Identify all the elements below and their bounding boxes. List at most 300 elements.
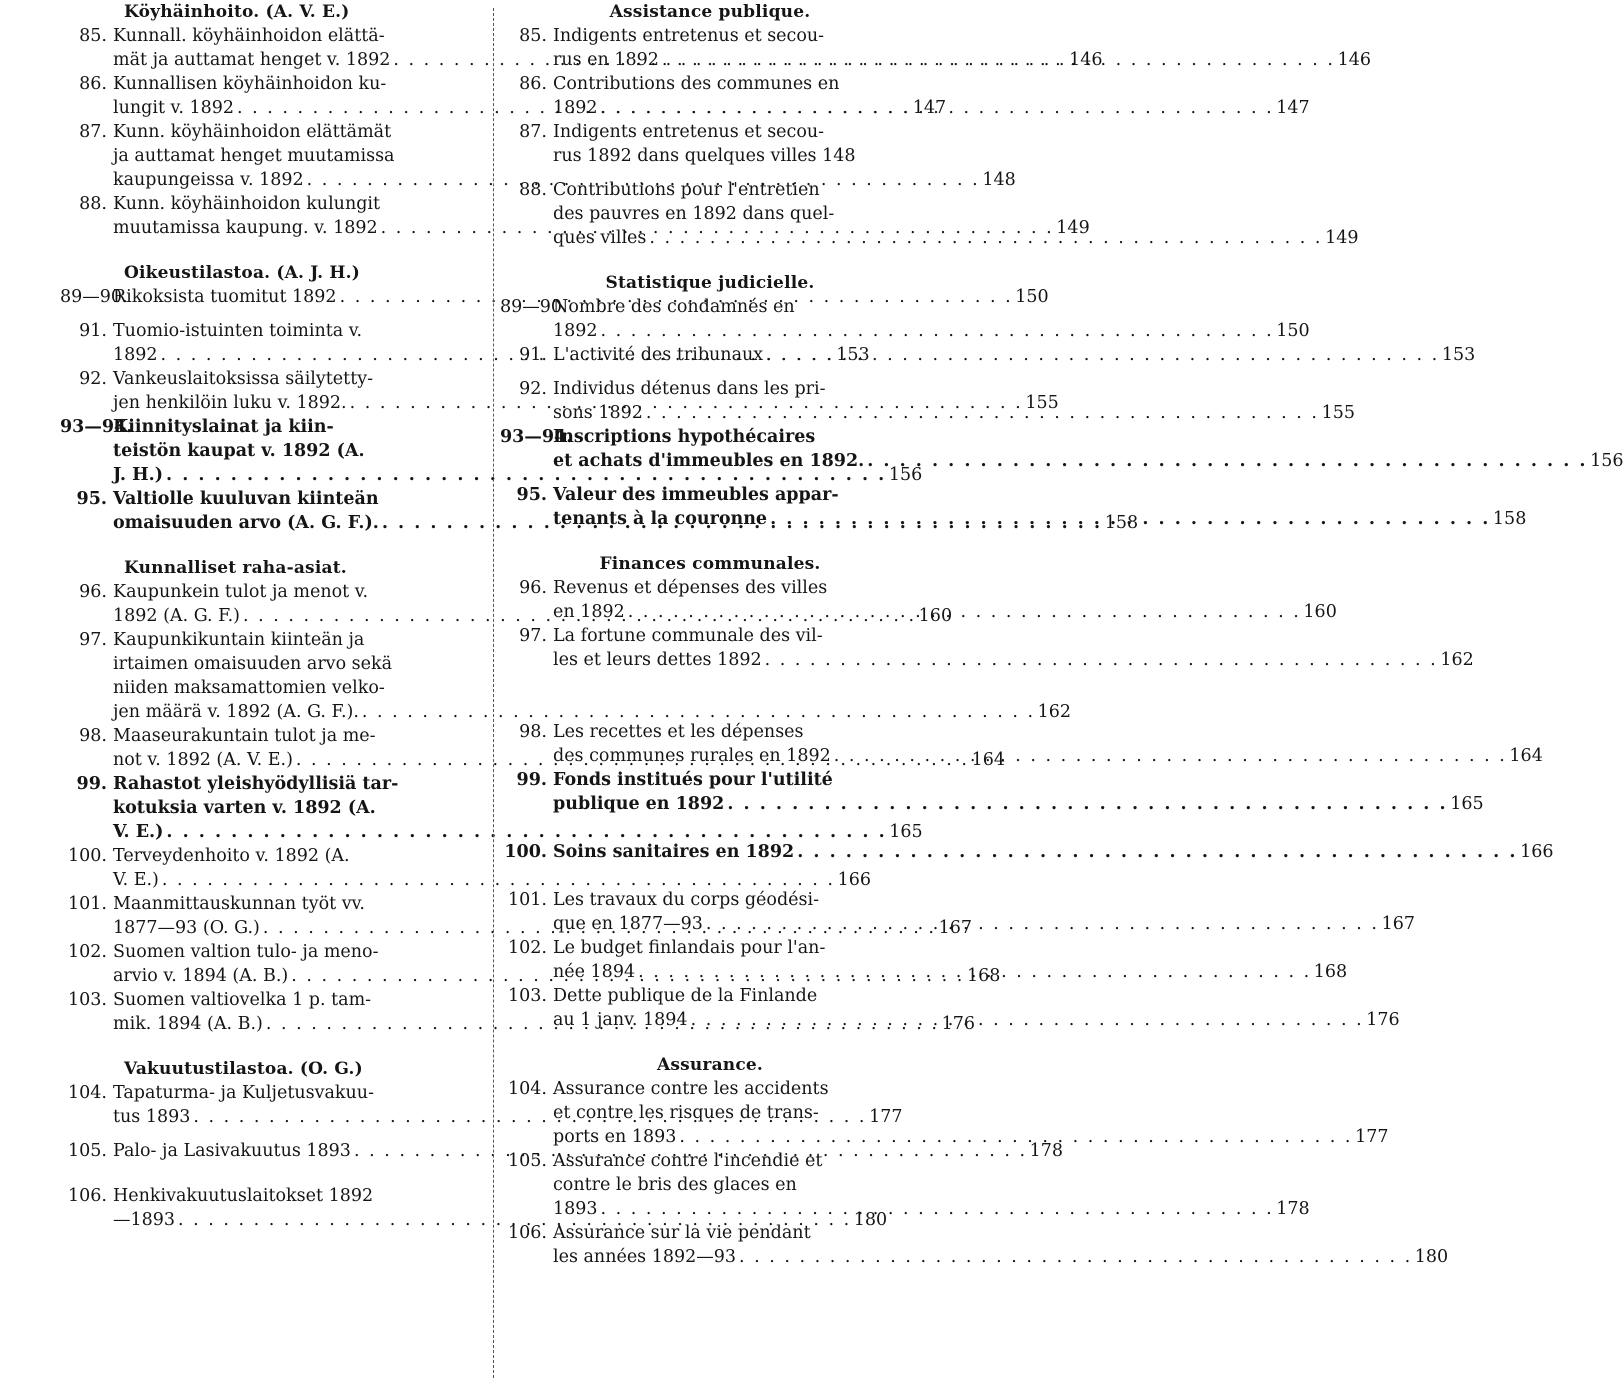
section-spacer: [500, 531, 920, 552]
entry-indent: [60, 1105, 113, 1129]
entry-number: 95.: [76, 489, 107, 509]
entry-text: des pauvres en 1892 dans quel-: [553, 204, 835, 224]
entry-line: [500, 912, 1415, 936]
page-number: 178: [1276, 1199, 1310, 1219]
entry-line: [60, 676, 490, 700]
entry-text: contre le bris des glaces en: [553, 1175, 797, 1195]
entry-number: 106.: [68, 1186, 107, 1206]
dot-leader: [598, 319, 1274, 343]
entry-indent: [500, 648, 553, 672]
section-spacer: [60, 1163, 490, 1184]
entry-indent: [500, 226, 553, 250]
entry-text: mik. 1894 (A. B.): [113, 1014, 263, 1034]
entry-number: 92.: [519, 379, 547, 399]
entry-text: Contributions pour l'entretien: [553, 180, 820, 200]
entry-line: [500, 960, 1348, 984]
entry-indent: [500, 1008, 553, 1032]
entry-text: Inscriptions hypothécaires: [553, 427, 816, 447]
entry-number: 99.: [516, 770, 547, 790]
section-spacer: [60, 1036, 490, 1057]
entry-line: [60, 940, 490, 964]
entry-line: [500, 449, 1624, 473]
entry-indent: [60, 868, 113, 892]
entry-number: 98.: [79, 726, 107, 746]
entry-text: Indigents entretenus et secou-: [553, 26, 825, 46]
entry-indent: [500, 144, 553, 168]
entry-text: niiden maksamattomien velko-: [113, 678, 385, 698]
entry-indent: [500, 1245, 553, 1269]
entry-text: Henkivakuutuslaitokset 1892: [113, 1186, 374, 1206]
entry-text: au 1 janv. 1894: [553, 1010, 688, 1030]
entry-indent: [500, 600, 553, 624]
entry-text: 1892 (A. G. F.): [113, 606, 240, 626]
entry-indent: [500, 744, 553, 768]
entry-line: [500, 936, 920, 960]
entry-text: J. H.): [113, 465, 164, 485]
entry-text: Suomen valtiovelka 1 p. tam-: [113, 990, 372, 1010]
section-heading: Köyhäinhoito. (A. V. E.): [124, 2, 350, 22]
entry-line: [500, 295, 920, 319]
entry-text: Terveydenhoito v. 1892 (A.: [113, 846, 350, 866]
entry-number: 98.: [519, 722, 547, 742]
entry-line: [60, 367, 490, 391]
blank-line: [500, 672, 920, 696]
page-number: 180: [853, 1210, 888, 1230]
index-entry: [500, 343, 1476, 367]
blank-line: [500, 696, 920, 720]
entry-indent: [60, 916, 113, 940]
entry-number: 101.: [68, 894, 107, 914]
blank-line: [500, 864, 920, 888]
entry-line: [500, 483, 920, 507]
dot-leader: [659, 48, 1335, 72]
page-number: 160: [1303, 602, 1337, 622]
entry-line: [500, 720, 920, 744]
entry-text: Maaseurakuntain tulot ja me-: [113, 726, 376, 746]
entry-indent: [500, 96, 553, 120]
entry-text: Dette publique de la Finlande: [553, 986, 818, 1006]
entry-number: 105.: [68, 1141, 107, 1161]
index-entry: [500, 295, 1310, 343]
entry-line: [60, 439, 490, 463]
entry-text: mät ja auttamat henget v. 1892: [113, 50, 391, 70]
blank-line: [500, 816, 920, 840]
entry-text: des communes rurales en 1892: [553, 746, 831, 766]
entry-line: [500, 48, 1371, 72]
entry-text: Le budget finlandais pour l'an-: [553, 938, 826, 958]
index-entry: [500, 1077, 1389, 1149]
dot-leader: [736, 1245, 1412, 1269]
index-entry: [500, 120, 920, 168]
entry-text: ja auttamat henget muutamissa: [113, 146, 395, 166]
page-number: 164: [1509, 746, 1543, 766]
entry-text: Valeur des immeubles appar-: [553, 485, 839, 505]
entry-text: ports en 1893: [553, 1127, 677, 1147]
entry-text: Maanmittauskunnan työt vv.: [113, 894, 365, 914]
entry-line: [60, 844, 490, 868]
entry-number: 86.: [519, 74, 547, 94]
page-number: 168: [1313, 962, 1348, 982]
entry-text: Suomen valtion tulo- ja meno-: [113, 942, 379, 962]
entry-text: ques villes: [553, 228, 647, 248]
entry-number: 87.: [79, 122, 107, 142]
dot-leader: [688, 1008, 1364, 1032]
entry-indent: [60, 463, 113, 487]
entry-text: Kiinnityslainat ja kiin-: [113, 417, 334, 437]
entry-indent: [500, 960, 553, 984]
entry-line: [500, 425, 920, 449]
page-number: 168: [966, 966, 1001, 986]
entry-indent: [500, 319, 553, 343]
entry-number: 97.: [519, 626, 547, 646]
dot-leader: [762, 648, 1438, 672]
page-number: 149: [1325, 228, 1359, 248]
entry-indent: [60, 216, 113, 240]
section-spacer: [60, 535, 490, 556]
entry-line: [500, 600, 1337, 624]
entry-number: 93—94.: [500, 427, 573, 447]
index-entry: [500, 24, 1371, 72]
entry-line: [500, 96, 1310, 120]
entry-indent: [500, 1125, 553, 1149]
entry-line: [60, 415, 490, 439]
entry-indent: [60, 1012, 113, 1036]
entry-text: 1892: [553, 98, 598, 118]
entry-number: 91.: [519, 345, 547, 365]
page-number: 165: [889, 822, 923, 842]
entry-number: 96.: [519, 578, 547, 598]
page-number: 160: [918, 606, 953, 626]
section-heading: Assistance publique.: [609, 2, 811, 22]
entry-spacer: [500, 473, 920, 483]
dot-leader: [831, 744, 1507, 768]
entry-number: 87.: [519, 122, 547, 142]
entry-text: 1892: [553, 321, 598, 341]
entry-text: La fortune communale des vil-: [553, 626, 823, 646]
entry-line: [500, 178, 920, 202]
entry-line: [60, 700, 1072, 724]
entry-line: [60, 796, 490, 820]
entry-text: née 1894: [553, 962, 636, 982]
index-entry: [500, 1149, 1310, 1221]
entry-text: omaisuuden arvo (A. G. F.).: [113, 513, 379, 533]
entry-spacer: [60, 309, 490, 319]
index-entry: [500, 888, 1415, 936]
entry-text: Kunn. köyhäinhoidon kulungit: [113, 194, 381, 214]
entry-line: [60, 892, 490, 916]
page-number: 178: [1029, 1141, 1064, 1161]
entry-number: 91.: [79, 321, 107, 341]
entry-line: [60, 628, 490, 652]
entry-number: 85.: [519, 26, 547, 46]
entry-text: tus 1893: [113, 1107, 191, 1127]
entry-text: publique en 1892: [553, 794, 725, 814]
entry-number: 86.: [79, 74, 107, 94]
entry-number: 93—94.: [60, 417, 133, 437]
entry-text: Soins sanitaires en 1892: [553, 842, 795, 862]
entry-text: 1893: [553, 1199, 598, 1219]
page-number: 153: [1441, 345, 1476, 365]
entry-text: Tuomio-istuinten toiminta v.: [113, 321, 363, 341]
entry-text: 1892: [113, 345, 158, 365]
page-number: 177: [1355, 1127, 1389, 1147]
entry-indent: [60, 96, 113, 120]
page-number: 150: [1276, 321, 1310, 341]
entry-text: muutamissa kaupung. v. 1892: [113, 218, 378, 238]
section-heading: Finances communales.: [599, 554, 821, 574]
page-number: 147: [1276, 98, 1310, 118]
entry-text: Tapaturma- ja Kuljetusvakuu-: [113, 1083, 374, 1103]
entry-indent: [60, 652, 113, 676]
entry-indent: [60, 796, 113, 820]
entry-line: [60, 772, 490, 796]
index-entry: [500, 576, 1337, 624]
entry-line: [500, 576, 920, 600]
entry-indent: [60, 604, 113, 628]
entry-line: [60, 487, 490, 511]
entry-line: [500, 72, 920, 96]
section-heading: Kunnalliset raha-asiat.: [124, 558, 347, 578]
page-number: 166: [837, 870, 871, 890]
index-entry: [500, 624, 1474, 672]
entry-indent: [500, 912, 553, 936]
entry-indent: [60, 168, 113, 192]
entry-line: [60, 580, 490, 604]
entry-indent: [60, 144, 113, 168]
index-entry: [500, 483, 1527, 531]
index-entry: [500, 984, 1400, 1032]
entry-spacer: [60, 1129, 490, 1139]
entry-number: 106.: [508, 1223, 547, 1243]
dot-leader: [724, 792, 1447, 816]
dot-leader: [625, 600, 1301, 624]
entry-line: [60, 144, 490, 168]
entry-text: Nombre des condamnés en: [553, 297, 795, 317]
entry-indent: [60, 343, 113, 367]
page-number: 153: [836, 345, 870, 365]
entry-indent: [60, 391, 113, 415]
section-spacer: [500, 1032, 920, 1053]
entry-line: [60, 96, 947, 120]
page-number: 164: [971, 750, 1005, 770]
index-entry: [500, 377, 1355, 425]
entry-line: [60, 120, 490, 144]
entry-text: et achats d'immeubles en 1892.: [553, 451, 865, 471]
dot-leader: [794, 840, 1517, 864]
entry-text: L'activité des tribunaux: [553, 345, 764, 365]
entry-number: 103.: [508, 986, 547, 1006]
entry-indent: [60, 439, 113, 463]
entry-indent: [500, 48, 553, 72]
page-number: 176: [941, 1014, 975, 1034]
entry-text: Les travaux du corps géodési-: [553, 890, 820, 910]
entry-line: [500, 1221, 920, 1245]
page-number: 147: [912, 98, 947, 118]
entry-line: [60, 319, 490, 343]
page-number: 177: [869, 1107, 903, 1127]
column-divider: [493, 8, 494, 1378]
section-heading: Vakuutustilastoa. (O. G.): [124, 1059, 363, 1079]
index-entry: [500, 72, 1310, 120]
entry-line: [500, 1173, 920, 1197]
entry-text: Valtiolle kuuluvan kiinteän: [113, 489, 379, 509]
entry-spacer: [500, 367, 920, 377]
entry-indent: [60, 964, 113, 988]
entry-indent: [500, 1173, 553, 1197]
entry-number: 103.: [68, 990, 107, 1010]
entry-number: 89—90.: [500, 297, 568, 317]
entry-text: Assurance contre les accidents: [553, 1079, 829, 1099]
entry-line: [500, 202, 920, 226]
entry-line: [60, 72, 490, 96]
entry-text: Palo- ja Lasivakuutus 1893: [113, 1141, 351, 1161]
page-number: 180: [1414, 1247, 1449, 1267]
entry-line: [500, 1008, 1400, 1032]
page-number: 165: [1450, 794, 1484, 814]
entry-line: [500, 1077, 920, 1101]
page-number: 156: [888, 465, 923, 485]
index-entry: [500, 425, 1624, 473]
entry-text: rus 1892 dans quelques villes 148: [553, 146, 856, 166]
dot-leader: [763, 343, 1439, 367]
entry-text: jen määrä v. 1892 (A. G. F.).: [113, 702, 359, 722]
entry-indent: [500, 507, 553, 531]
dot-leader: [703, 912, 1379, 936]
entry-indent: [500, 792, 553, 816]
entry-text: en 1892: [553, 602, 625, 622]
entry-line: [500, 888, 920, 912]
entry-text: jen henkilöin luku v. 1892.: [113, 393, 347, 413]
section-heading: Statistique judicielle.: [605, 273, 815, 293]
entry-text: Kunnall. köyhäinhoidon elättä-: [113, 26, 385, 46]
entry-line: [500, 792, 1484, 816]
entry-number: 92.: [79, 369, 107, 389]
page-number: 155: [1321, 403, 1355, 423]
entry-line: [500, 768, 920, 792]
dot-leader: [646, 226, 1322, 250]
entry-text: Kunn. köyhäinhoidon elättämät: [113, 122, 392, 142]
entry-text: rus en 1892: [553, 50, 659, 70]
page-number: 167: [1381, 914, 1415, 934]
entry-indent: [60, 48, 113, 72]
entry-number: 100.: [504, 842, 547, 862]
entry-text: irtaimen omaisuuden arvo sekä: [113, 654, 393, 674]
entry-text: V. E.): [113, 870, 159, 890]
entry-line: [500, 1197, 1310, 1221]
entry-line: [500, 377, 920, 401]
entry-indent: [60, 700, 113, 724]
entry-text: Rahastot yleishyödyllisiä tar-: [113, 774, 399, 794]
entry-text: kotuksia varten v. 1892 (A.: [113, 798, 376, 818]
entry-number: 95.: [516, 485, 547, 505]
entry-line: [500, 319, 1310, 343]
entry-text: Les recettes et les dépenses: [553, 722, 804, 742]
entry-line: [60, 1184, 490, 1208]
entry-text: les et leurs dettes 1892: [553, 650, 762, 670]
dot-leader: [643, 401, 1319, 425]
entry-line: [500, 984, 920, 1008]
entry-number: 102.: [68, 942, 107, 962]
entry-line: [500, 840, 1554, 864]
entry-line: [60, 1208, 888, 1232]
entry-text: tenants à la couronne: [553, 509, 768, 529]
entry-line: [60, 820, 923, 844]
page-number: 146: [1337, 50, 1371, 70]
entry-number: 88.: [79, 194, 107, 214]
section-heading: Assurance.: [656, 1055, 764, 1075]
section-spacer: [60, 240, 490, 261]
dot-leader: [676, 1125, 1352, 1149]
page-number: 167: [938, 918, 972, 938]
index-entry: [500, 936, 1348, 984]
dot-leader: [767, 507, 1490, 531]
entry-text: 1877—93 (O. G.): [113, 918, 260, 938]
entry-text: Assurance contre l'incendie et: [553, 1151, 823, 1171]
entry-number: 89—90.: [60, 287, 128, 307]
entry-line: [500, 226, 1359, 250]
entry-indent: [60, 1208, 113, 1232]
entry-text: que en 1877—93: [553, 914, 703, 934]
entry-number: 88.: [519, 180, 547, 200]
section-heading: Oikeustilastoa. (A. J. H.): [124, 263, 361, 283]
entry-text: Rikoksista tuomitut 1892: [113, 287, 337, 307]
page-number: 155: [1025, 393, 1059, 413]
page-number: 166: [1520, 842, 1554, 862]
entry-line: [500, 24, 920, 48]
index-entry: [500, 768, 1484, 816]
entry-line: [500, 624, 920, 648]
entry-text: et contre les risques de trans-: [553, 1103, 819, 1123]
entry-indent: [500, 1197, 553, 1221]
entry-number: 96.: [79, 582, 107, 602]
entry-line: [500, 507, 1527, 531]
entry-line: [500, 1101, 920, 1125]
entry-line: [500, 401, 1355, 425]
entry-line: [60, 1081, 490, 1105]
dot-leader: [598, 1197, 1274, 1221]
entry-indent: [60, 511, 113, 535]
entry-line: [500, 1245, 1449, 1269]
entry-text: kaupungeissa v. 1892: [113, 170, 304, 190]
entry-line: [60, 724, 490, 748]
entry-text: Indigents entretenus et secou-: [553, 122, 825, 142]
entry-indent: [500, 202, 553, 226]
entry-text: Kaupunkein tulot ja menot v.: [113, 582, 369, 602]
entry-number: 100.: [68, 846, 107, 866]
entry-line: [60, 24, 490, 48]
page-number: 162: [1037, 702, 1072, 722]
dot-leader: [598, 96, 1274, 120]
entry-text: lungit v. 1892: [113, 98, 235, 118]
entry-number: 104.: [508, 1079, 547, 1099]
page-number: 146: [1069, 50, 1103, 70]
index-entry: [500, 840, 1554, 864]
entry-indent: [500, 1101, 553, 1125]
entry-text: V. E.): [113, 822, 164, 842]
entry-number: 101.: [508, 890, 547, 910]
entry-text: Kaupunkikuntain kiinteän ja: [113, 630, 365, 650]
entry-line: [500, 1149, 920, 1173]
entry-text: Contributions des communes en: [553, 74, 840, 94]
entry-text: —1893: [113, 1210, 176, 1230]
entry-indent: [60, 820, 113, 844]
french-column: [500, 0, 1624, 1269]
entry-number: 105.: [508, 1151, 547, 1171]
entry-line: [60, 988, 490, 1012]
page-number: 158: [1104, 513, 1139, 533]
page-number: 158: [1492, 509, 1527, 529]
entry-text: Vankeuslaitoksissa säilytetty-: [113, 369, 374, 389]
